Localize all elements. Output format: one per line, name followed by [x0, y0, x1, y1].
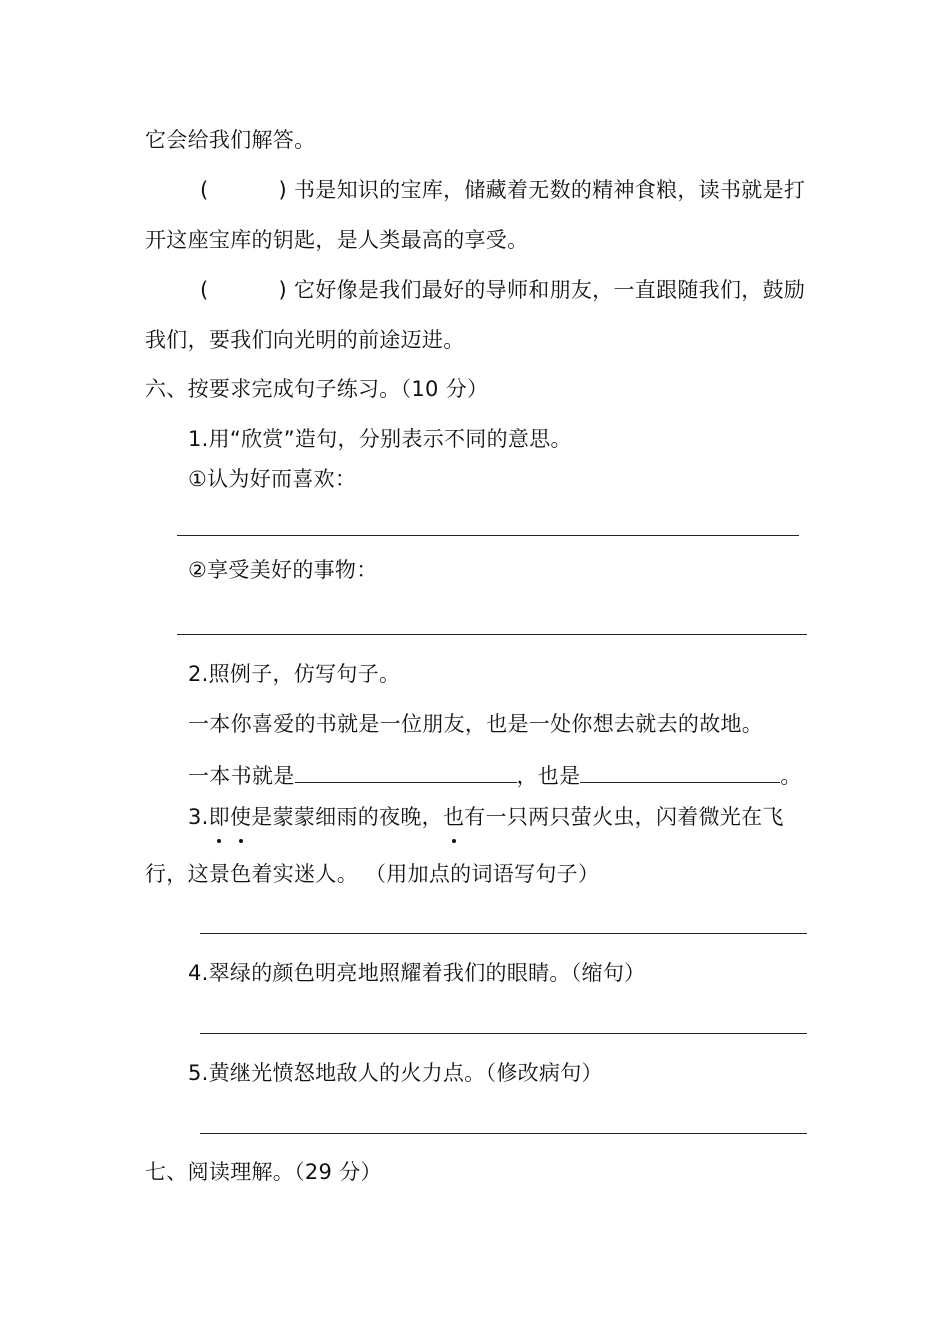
order-item-text: 书是知识的宝库，储藏着无数的精神食粮，读书就是打 [293, 178, 806, 202]
q4-prompt: 4.翠绿的颜色明亮地照耀着我们的眼睛。（缩句） [188, 961, 646, 985]
answer-line-q1b[interactable] [177, 634, 807, 635]
blank-2[interactable] [580, 760, 780, 783]
q1-option-b: ②享受美好的事物： [188, 558, 378, 582]
order-item-2 [200, 276, 805, 304]
answer-line-q5[interactable] [200, 1133, 807, 1134]
paren-close: ) [278, 178, 287, 202]
paren-open: ( [200, 178, 209, 202]
q5-prompt: 5.黄继光愤怒地敌人的火力点。（修改病句） [188, 1061, 603, 1085]
answer-line-q4[interactable] [200, 1033, 807, 1034]
paren-open: ( [200, 278, 209, 302]
answer-line-q1a[interactable] [177, 535, 799, 536]
q3-line2: 行，这景色着实迷人。 （用加点的词语写句子） [145, 862, 600, 886]
paragraph-tail: 它会给我们解答。 [145, 128, 316, 152]
section-7-title: 七、阅读理解。（29 分） [145, 1160, 382, 1184]
dotted-char-shi: 使 [229, 805, 252, 829]
q2-fill-in [188, 760, 802, 790]
q2-part2: ，也是 [516, 764, 581, 788]
q1-option-a: ①认为好而喜欢： [188, 467, 357, 491]
q3-number: 3. [188, 805, 209, 829]
paren-close: ) [278, 278, 287, 302]
blank-1[interactable] [295, 760, 517, 783]
order-item-text: 它好像是我们最好的导师和朋友，一直跟随我们，鼓励 [293, 278, 806, 302]
q2-part1: 一本书就是 [188, 764, 295, 788]
q3-line1 [188, 803, 784, 831]
q1-prompt: 1.用“欣赏”造句，分别表示不同的意思。 [188, 427, 572, 451]
order-item-1 [200, 176, 805, 204]
section-6-title: 六、按要求完成句子练习。（10 分） [145, 377, 489, 401]
answer-line-q3[interactable] [200, 933, 807, 934]
dotted-char-ye: 也 [442, 805, 465, 829]
q3-text-rest: 有一只两只萤火虫，闪着微光在飞 [464, 805, 784, 829]
order-item-1-line2: 开这座宝库的钥匙，是人类最高的享受。 [145, 228, 529, 252]
q2-example: 一本你喜爱的书就是一位朋友，也是一处你想去就去的故地。 [188, 712, 764, 736]
q2-prompt: 2.照例子，仿写句子。 [188, 662, 401, 686]
q2-part3: 。 [780, 764, 802, 788]
dotted-char-ji: 即 [208, 805, 230, 829]
q3-text-mid: 是蒙蒙细雨的夜晚， [251, 805, 443, 829]
order-item-2-line2: 我们，要我们向光明的前途迈进。 [145, 328, 465, 352]
